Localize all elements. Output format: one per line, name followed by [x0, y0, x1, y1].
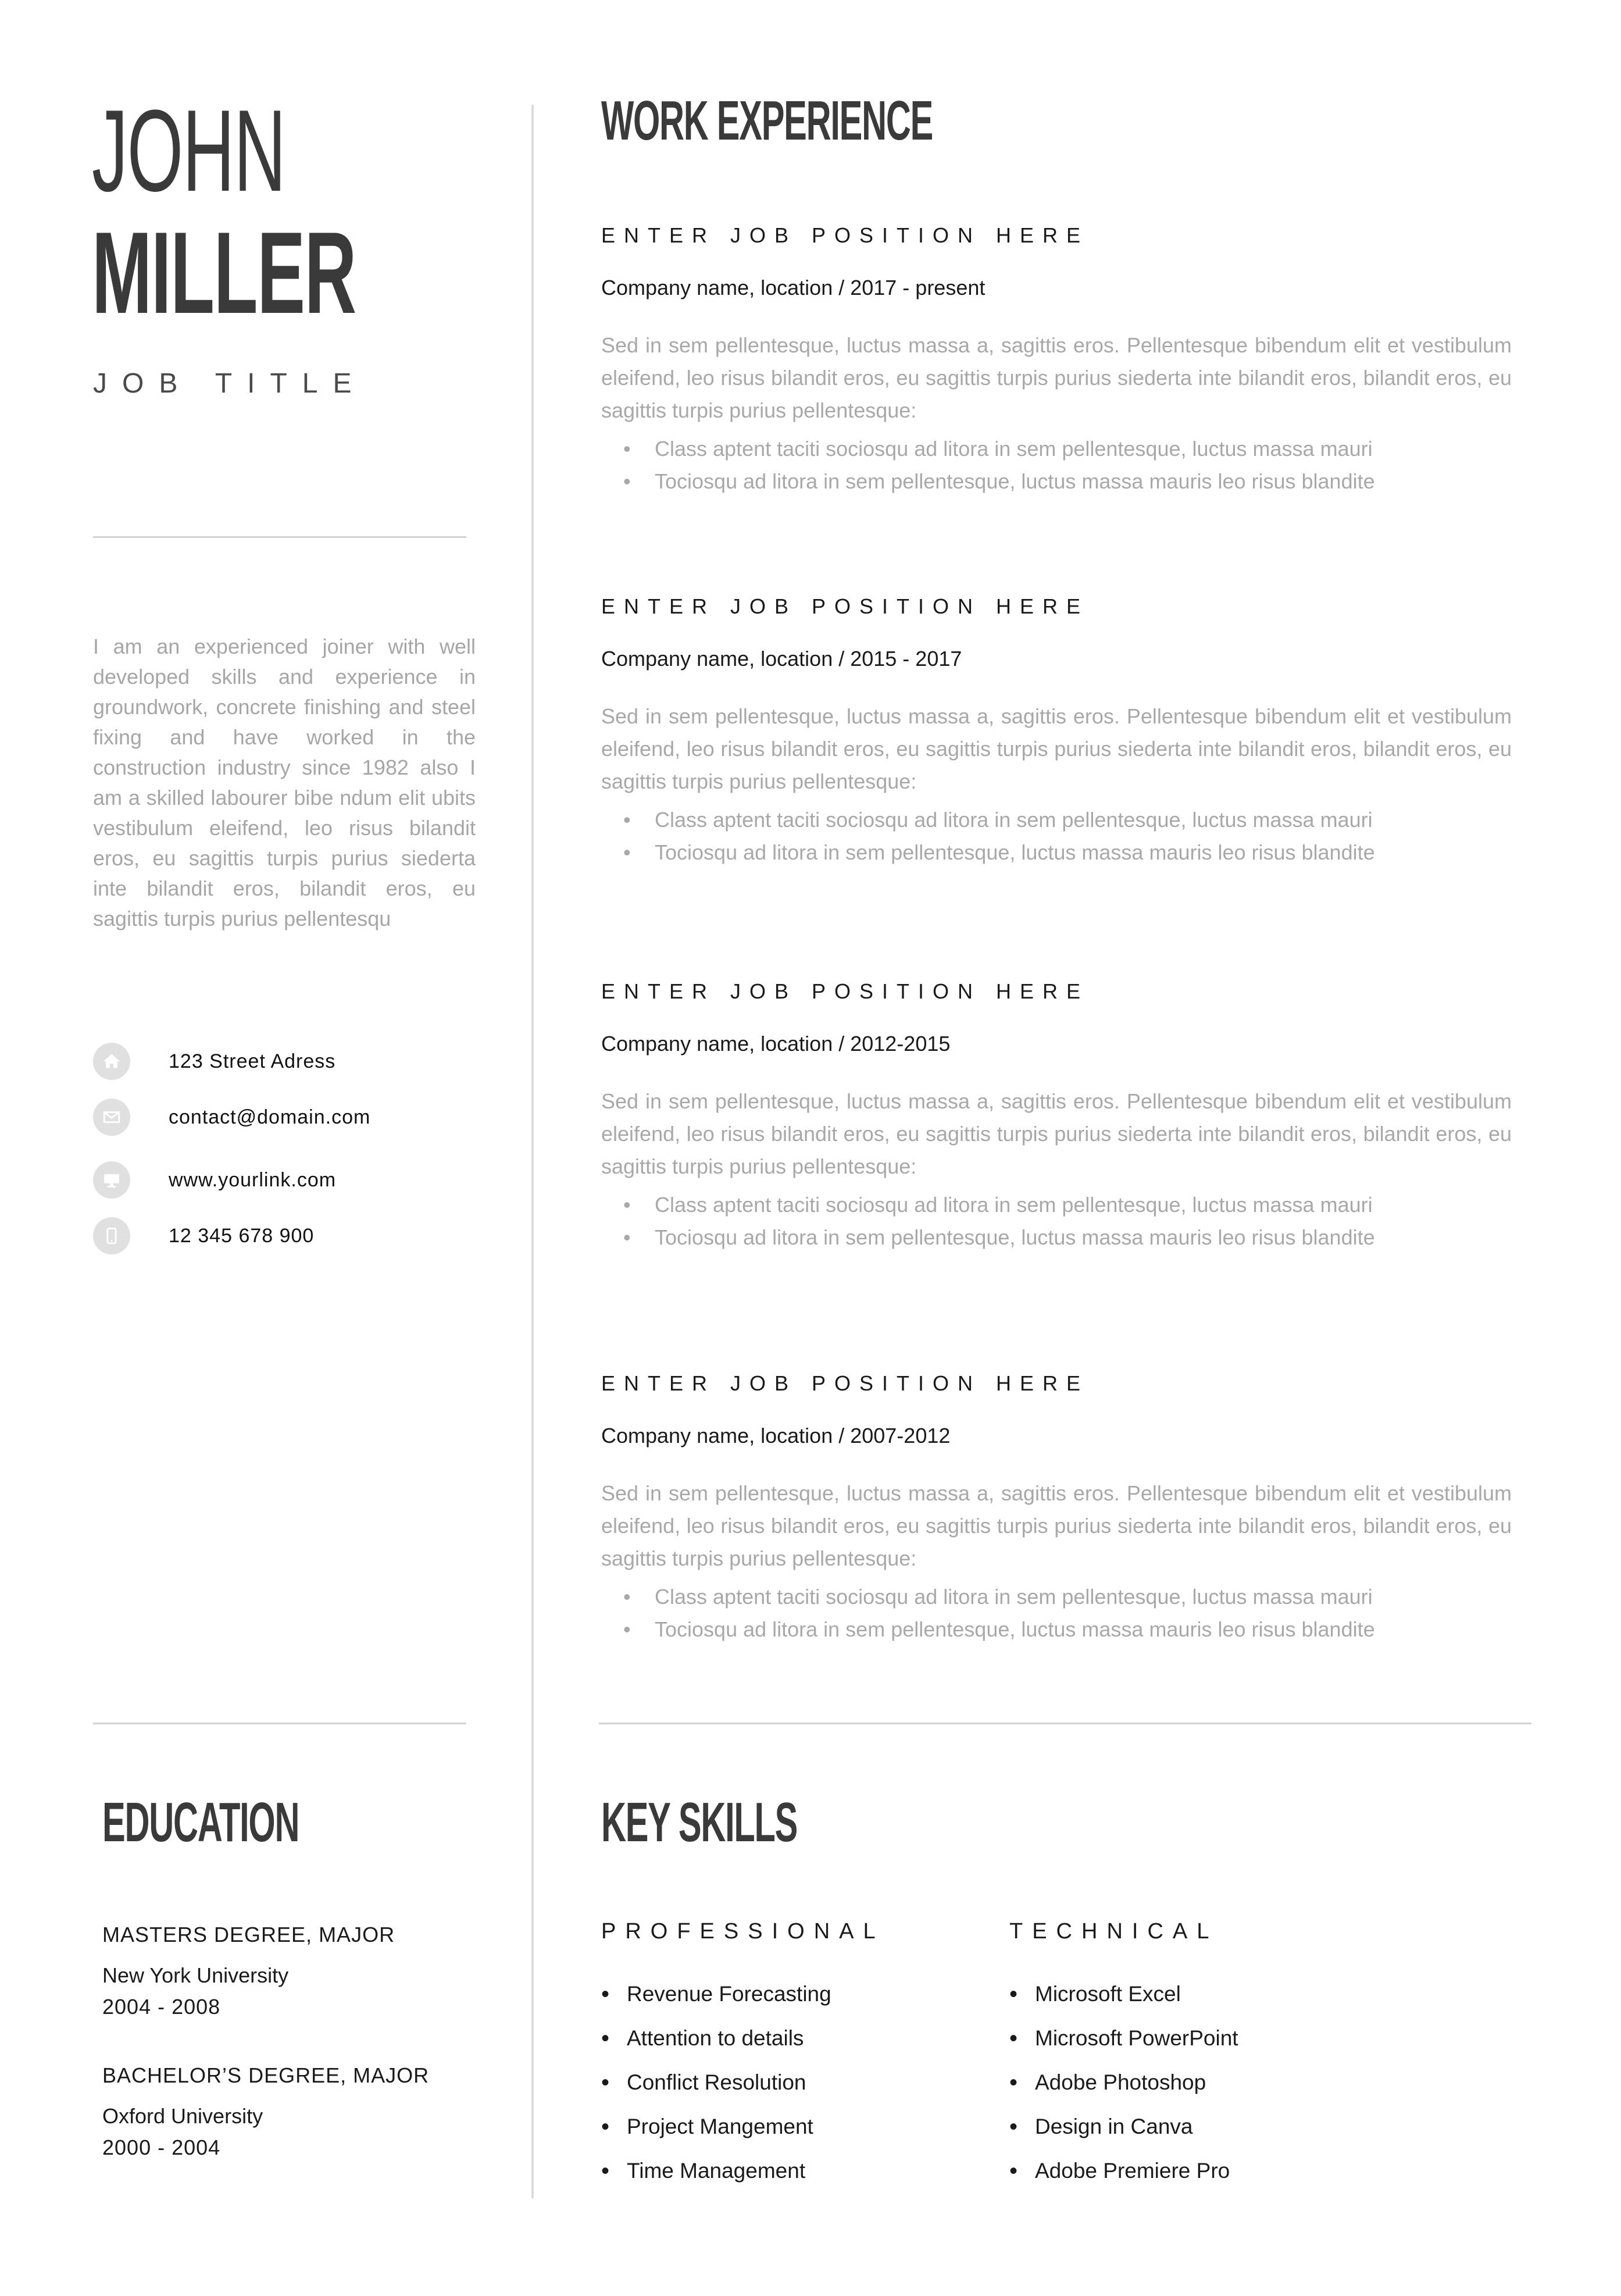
job-description: Sed in sem pellentesque, luctus massa a, sagittis eros. Pellentesque bibendum elit et vestibulum eleifend, leo risus bilandit eros, eu sagittis turpis purius siederta inte bilandit eros, bilandit eros, eu sagittis turpis purius pellentesque:	[601, 704, 1512, 793]
technical-skill-list	[1009, 1972, 1238, 2193]
job-entry-1	[601, 223, 1512, 498]
job-bullets	[601, 433, 1512, 498]
education-entry-1	[102, 1923, 395, 2019]
years: 2000 - 2004	[102, 2135, 221, 2159]
list-item: • Revenue Forecasting	[601, 1972, 885, 2016]
address-text: 123 Street Adress	[169, 1050, 336, 1072]
technical-title: TECHNICAL	[1009, 1919, 1219, 1944]
phone-icon	[93, 1217, 130, 1254]
column-divider	[531, 105, 534, 2198]
school: New York University	[102, 1963, 289, 1987]
technical-skills	[1009, 1919, 1238, 2193]
monitor-icon	[93, 1161, 130, 1199]
list-item: • Design in Canva	[1009, 2105, 1238, 2149]
divider-bottom-right	[599, 1723, 1531, 1724]
list-item: • Class aptent taciti sociosqu ad litora in sem pellentesque, luctus massa mauri	[601, 433, 1512, 465]
list-item: • Conflict Resolution	[601, 2060, 885, 2105]
degree: BACHELOR’S DEGREE, MAJOR	[102, 2063, 430, 2087]
list-item: • Tociosqu ad litora in sem pellentesque, luctus massa mauris leo risus blandite	[601, 1221, 1512, 1254]
education-entry-2	[102, 2063, 429, 2160]
job-description: Sed in sem pellentesque, luctus massa a, sagittis eros. Pellentesque bibendum elit et vestibulum eleifend, leo risus bilandit eros, eu sagittis turpis purius siederta inte bilandit eros, bilandit eros, eu sagittis turpis purius pellentesque:	[601, 1481, 1512, 1570]
contact-website	[93, 1160, 336, 1200]
professional-title: PROFESSIONAL	[601, 1919, 885, 1944]
phone-text: 12 345 678 900	[169, 1224, 315, 1247]
job-bullets	[601, 1581, 1512, 1646]
job-company: Company name, location / 2015 - 2017	[601, 647, 962, 671]
professional-skill-list	[601, 1972, 885, 2193]
envelope-icon	[93, 1099, 130, 1136]
job-position: ENTER JOB POSITION HERE	[601, 223, 1090, 247]
work-experience-heading: WORK EXPERIENCE	[601, 90, 933, 152]
job-entry-2	[601, 594, 1512, 869]
divider-bottom-left	[93, 1723, 466, 1724]
first-name: JOHN	[92, 86, 285, 216]
list-item: • Project Mangement	[601, 2105, 885, 2149]
job-entry-3	[601, 979, 1512, 1254]
list-item: • Adobe Photoshop	[1009, 2060, 1238, 2105]
job-bullets	[601, 1189, 1512, 1254]
job-position: ENTER JOB POSITION HERE	[601, 594, 1090, 618]
list-item: • Class aptent taciti sociosqu ad litora in sem pellentesque, luctus massa mauri	[601, 804, 1512, 836]
home-icon	[93, 1043, 130, 1080]
list-item: • Time Management	[601, 2149, 885, 2193]
list-item: • Attention to details	[601, 2016, 885, 2060]
list-item: • Class aptent taciti sociosqu ad litora in sem pellentesque, luctus massa mauri	[601, 1581, 1512, 1613]
school: Oxford University	[102, 2104, 263, 2128]
last-name: MILLER	[92, 208, 356, 338]
list-item: • Microsoft Excel	[1009, 1972, 1238, 2016]
list-item: • Microsoft PowerPoint	[1009, 2016, 1238, 2060]
list-item: • Tociosqu ad litora in sem pellentesque, luctus massa mauris leo risus blandite	[601, 836, 1512, 869]
job-title: JOB TITLE	[93, 368, 367, 399]
website-link[interactable]: www.yourlink.com	[169, 1168, 337, 1191]
list-item: • Class aptent taciti sociosqu ad litora in sem pellentesque, luctus massa mauri	[601, 1189, 1512, 1221]
key-skills-heading: KEY SKILLS	[601, 1791, 798, 1853]
job-position: ENTER JOB POSITION HERE	[601, 979, 1090, 1003]
profile-summary: I am an experienced joiner with well developed skills and experience in groundwork, concrete finishing and steel fixing and have worked in the construction industry since 1982 also I am a skilled labourer bibe ndum elit ubits vestibulum eleifend, leo risus bilandit eros, eu sagittis turpis purius siederta inte bilandit eros, bilandit eros, eu sagittis turpis purius pellentesqu	[93, 634, 476, 930]
contact-email	[93, 1097, 370, 1138]
job-description: Sed in sem pellentesque, luctus massa a, sagittis eros. Pellentesque bibendum elit et vestibulum eleifend, leo risus bilandit eros, eu sagittis turpis purius siederta inte bilandit eros, bilandit eros, eu sagittis turpis purius pellentesque:	[601, 1089, 1512, 1178]
job-company: Company name, location / 2007-2012	[601, 1424, 951, 1448]
divider-top-left	[93, 536, 466, 538]
list-item: • Tociosqu ad litora in sem pellentesque, luctus massa mauris leo risus blandite	[601, 465, 1512, 498]
list-item: • Adobe Premiere Pro	[1009, 2149, 1238, 2193]
contact-phone	[93, 1215, 314, 1256]
job-entry-4	[601, 1371, 1512, 1646]
years: 2004 - 2008	[102, 1995, 221, 2019]
email-link[interactable]: contact@domain.com	[169, 1106, 371, 1128]
list-item: • Tociosqu ad litora in sem pellentesque, luctus massa mauris leo risus blandite	[601, 1613, 1512, 1646]
job-description: Sed in sem pellentesque, luctus massa a, sagittis eros. Pellentesque bibendum elit et vestibulum eleifend, leo risus bilandit eros, eu sagittis turpis purius siederta inte bilandit eros, bilandit eros, eu sagittis turpis purius pellentesque:	[601, 333, 1512, 422]
job-bullets	[601, 804, 1512, 869]
degree: MASTERS DEGREE, MAJOR	[102, 1923, 395, 1946]
professional-skills	[601, 1919, 885, 2193]
education-heading: EDUCATION	[102, 1791, 299, 1853]
job-company: Company name, location / 2017 - present	[601, 276, 986, 300]
job-company: Company name, location / 2012-2015	[601, 1032, 951, 1056]
contact-address	[93, 1041, 335, 1082]
job-position: ENTER JOB POSITION HERE	[601, 1371, 1090, 1395]
